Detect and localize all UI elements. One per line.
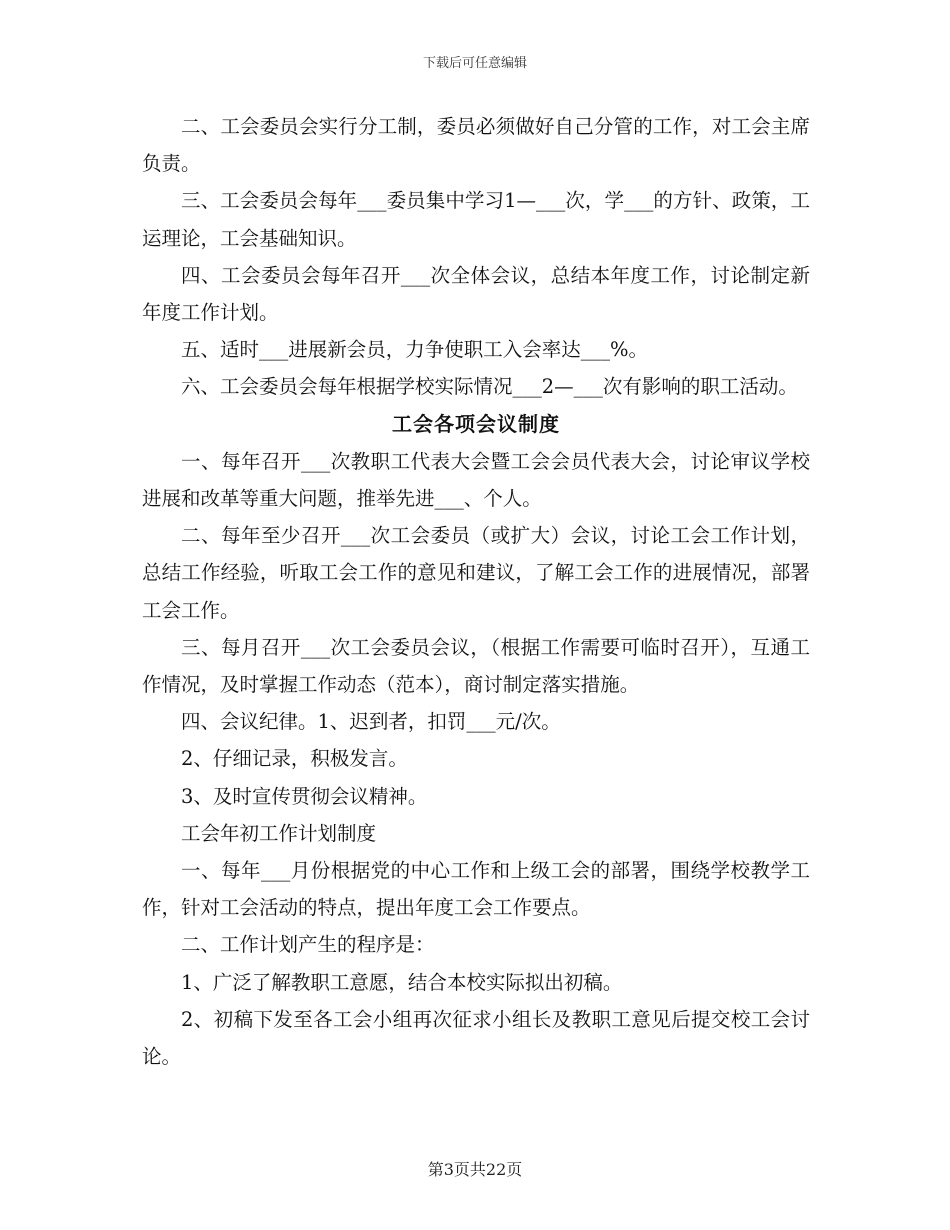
- page-number: 第3页共22页: [427, 1160, 523, 1179]
- paragraph: 一、每年召开___次教职工代表大会暨工会会员代表大会，讨论审议学校进展和改革等重大问题，推举先进___、个人。: [142, 449, 810, 511]
- paragraph: 二、工会委员会实行分工制，委员必须做好自己分管的工作，对工会主席负责。: [142, 115, 810, 176]
- paragraph: 三、工会委员会每年___委员集中学习1—___次，学___的方针、政策，工运理论，工会基础知识。: [142, 189, 810, 250]
- paragraph: 2、初稿下发至各工会小组再次征求小组长及教职工意见后提交校工会讨论。: [142, 1007, 810, 1069]
- paragraph: 1、广泛了解教职工意愿，结合本校实际拟出初稿。: [181, 970, 623, 994]
- paragraph: 3、及时宣传贯彻会议精神。: [181, 784, 428, 808]
- paragraph: 2、仔细记录，积极发言。: [181, 747, 408, 771]
- paragraph: 一、每年___月份根据党的中心工作和上级工会的部署，围绕学校教学工作，针对工会活动的特点，提出年度工会工作要点。: [142, 859, 810, 920]
- paragraph: 三、每月召开___次工会委员会议，（根据工作需要可临时召开），互通工作情况，及时掌握工作动态（范本），商讨制定落实措施。: [142, 635, 810, 697]
- paragraph: 六、工会委员会每年根据学校实际情况___2—___次有影响的职工活动。: [181, 375, 798, 399]
- paragraph: 二、每年至少召开___次工会委员（或扩大）会议，讨论工会工作计划，总结工作经验，听取工会工作的意见和建议，了解工会工作的进展情况，部署工会工作。: [142, 524, 810, 622]
- paragraph: 五、适时___进展新会员，力争使职工入会率达___%。: [181, 338, 649, 362]
- page-header: 下载后可任意编辑: [422, 56, 527, 71]
- paragraph: 二、工作计划产生的程序是：: [181, 933, 435, 957]
- subsection-title: 工会年初工作计划制度: [181, 821, 377, 845]
- document-body: [142, 108, 810, 1075]
- paragraph: 四、工会委员会每年召开___次全体会议，总结本年度工作，讨论制定新年度工作计划。: [142, 263, 810, 325]
- paragraph: 四、会议纪律。1、迟到者，扣罚___元/次。: [181, 710, 561, 734]
- section-title: 工会各项会议制度: [392, 411, 560, 436]
